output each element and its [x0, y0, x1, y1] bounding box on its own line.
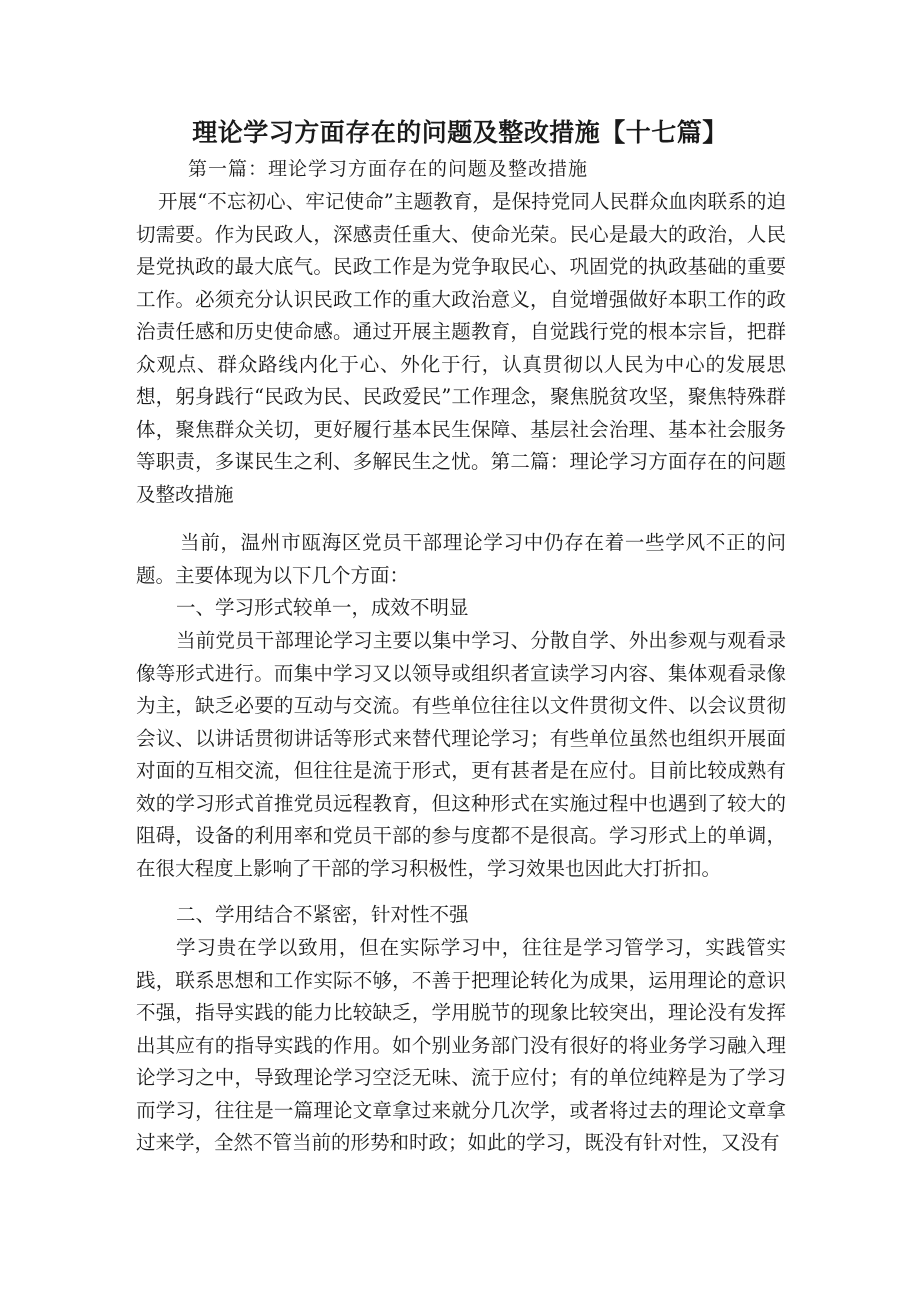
paragraph: 当前，温州市瓯海区党员干部理论学习中仍存在着一些学风不正的问题。主要体现为以下几个方面：: [136, 531, 786, 587]
section-heading: 一、学习形式较单一，成效不明显: [176, 596, 469, 619]
paragraph: 开展“不忘初心、牢记使命”主题教育，是保持党同人民群众血肉联系的迫切需要。作为民政人，深感责任重大、使命光荣。民心是最大的政治，人民是党执政的最大底气。民政工作是为党争取民心、巩固党的执政基础的重要工作。必须充分认识民政工作的重大政治意义，自觉增强做好本职工作的政治责任感和历史使命感。通过开展主题教育，自觉践行党的根本宗旨，把群众观点、群众路线内化于心、外化于行，认真贯彻以人民为中心的发展思想，躬身践行“民政为民、民政爱民”工作理念，聚焦脱贫攻坚，聚焦特殊群体，聚焦群众关切，更好履行基本民生保障、基层社会治理、基本社会服务等职责，多谋民生之利、多解民生之忧。第二篇：理论学习方面存在的问题及整改措施: [136, 190, 786, 506]
paragraph: 学习贵在学以致用，但在实际学习中，往往是学习管学习，实践管实践，联系思想和工作实际不够，不善于把理论转化为成果，运用理论的意识不强，指导实践的能力比较缺乏，学用脱节的现象比较突出，理论没有发挥出其应有的指导实践的作用。如个别业务部门没有很好的将业务学习融入理论学习之中，导致理论学习空泛无味、流于应付；有的单位纯粹是为了学习而学习，往往是一篇理论文章拿过来就分几次学，或者将过去的理论文章拿过来学，全然不管当前的形势和时政；如此的学习，既没有针对性，又没有: [136, 936, 786, 1154]
document-title: 理论学习方面存在的问题及整改措施【十七篇】: [192, 118, 728, 147]
paragraph: 当前党员干部理论学习主要以集中学习、分散自学、外出参观与观看录像等形式进行。而集中学习又以领导或组织者宣读学习内容、集体观看录像为主，缺乏必要的互动与交流。有些单位往往以文件贯彻文件、以会议贯彻会议、以讲话贯彻讲话等形式来替代理论学习；有些单位虽然也组织开展面对面的互相交流，但往往是流于形式，更有甚者是在应付。目前比较成熟有效的学习形式首推党员远程教育，但这种形式在实施过程中也遇到了较大的阻碍，设备的利用率和党员干部的参与度都不是很高。学习形式上的单调，在很大程度上影响了干部的学习积极性，学习效果也因此大打折扣。: [136, 629, 786, 880]
document-subtitle: 第一篇：理论学习方面存在的问题及整改措施: [188, 158, 589, 180]
section-heading: 二、学用结合不紧密，针对性不强: [176, 903, 469, 926]
